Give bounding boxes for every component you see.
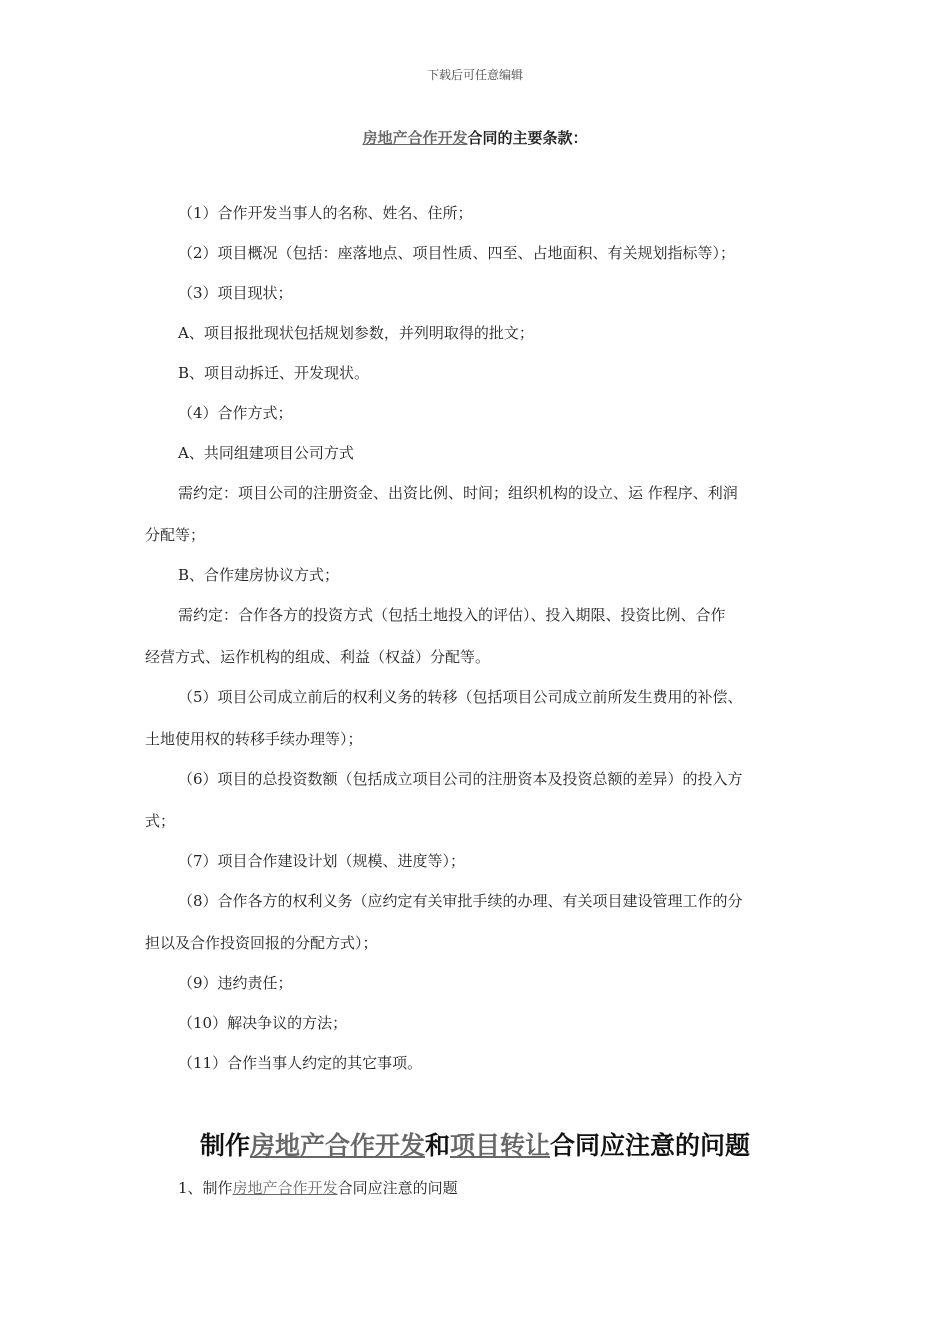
subheading-text: 1、制作 — [178, 1179, 233, 1197]
clause-line: B、项目动拆迁、开发现状。 — [178, 364, 370, 382]
clause-line: 经营方式、运作机构的组成、利益（权益）分配等。 — [145, 648, 491, 666]
section-heading — [0, 1126, 950, 1162]
clause-line: （1）合作开发当事人的名称、姓名、住所； — [178, 204, 473, 222]
title-link[interactable]: 房地产合作开发 — [362, 129, 468, 147]
clause-line: B、合作建房协议方式； — [178, 566, 340, 584]
heading-link-cooperation[interactable]: 房地产合作开发 — [249, 1131, 425, 1160]
heading-link-transfer[interactable]: 项目转让 — [450, 1131, 551, 1160]
clause-line: （6）项目的总投资数额（包括成立项目公司的注册资本及投资总额的差异）的投入方 — [178, 770, 743, 788]
subheading-link[interactable]: 房地产合作开发 — [232, 1179, 338, 1197]
subheading — [178, 1177, 458, 1198]
clause-line: A、项目报批现状包括规划参数，并列明取得的批文； — [178, 324, 534, 342]
clause-line: 式； — [145, 812, 176, 830]
clause-line: （3）项目现状； — [178, 284, 293, 302]
clause-line: （7）项目合作建设计划（规模、进度等）； — [178, 852, 466, 870]
clause-line: 担以及合作投资回报的分配方式）； — [145, 934, 378, 952]
clause-line: （9）违约责任； — [178, 974, 293, 992]
heading-text: 合同应注意的问题 — [550, 1131, 751, 1160]
page-header: 下载后可任意编辑 — [426, 68, 523, 82]
clause-list — [145, 200, 810, 1090]
title-rest: 合同的主要条款： — [467, 129, 588, 147]
section-title — [0, 127, 950, 148]
clause-line: 分配等； — [145, 526, 206, 544]
heading-text: 和 — [424, 1131, 450, 1160]
clause-line: 需约定：合作各方的投资方式（包括土地投入的评估）、投入期限、投资比例、合作 — [178, 606, 726, 624]
clause-line: （5）项目公司成立前后的权利义务的转移（包括项目公司成立前所发生费用的补偿、 — [178, 688, 743, 706]
clause-line: （4）合作方式； — [178, 404, 293, 422]
clause-line: （10）解决争议的方法； — [178, 1014, 348, 1032]
clause-line: （11）合作当事人约定的其它事项。 — [178, 1054, 423, 1072]
clause-line: （8）合作各方的权利义务（应约定有关审批手续的办理、有关项目建设管理工作的分 — [178, 892, 743, 910]
heading-text: 制作 — [199, 1131, 250, 1160]
clause-line: （2）项目概况（包括：座落地点、项目性质、四至、占地面积、有关规划指标等）； — [178, 244, 736, 262]
subheading-text: 合同应注意的问题 — [337, 1179, 458, 1197]
clause-line: 土地使用权的转移手续办理等）； — [145, 730, 363, 748]
clause-line: 需约定：项目公司的注册资金、出资比例、时间；组织机构的设立、运 作程序、利润 — [178, 484, 738, 502]
clause-line: A、共同组建项目公司方式 — [178, 444, 354, 462]
